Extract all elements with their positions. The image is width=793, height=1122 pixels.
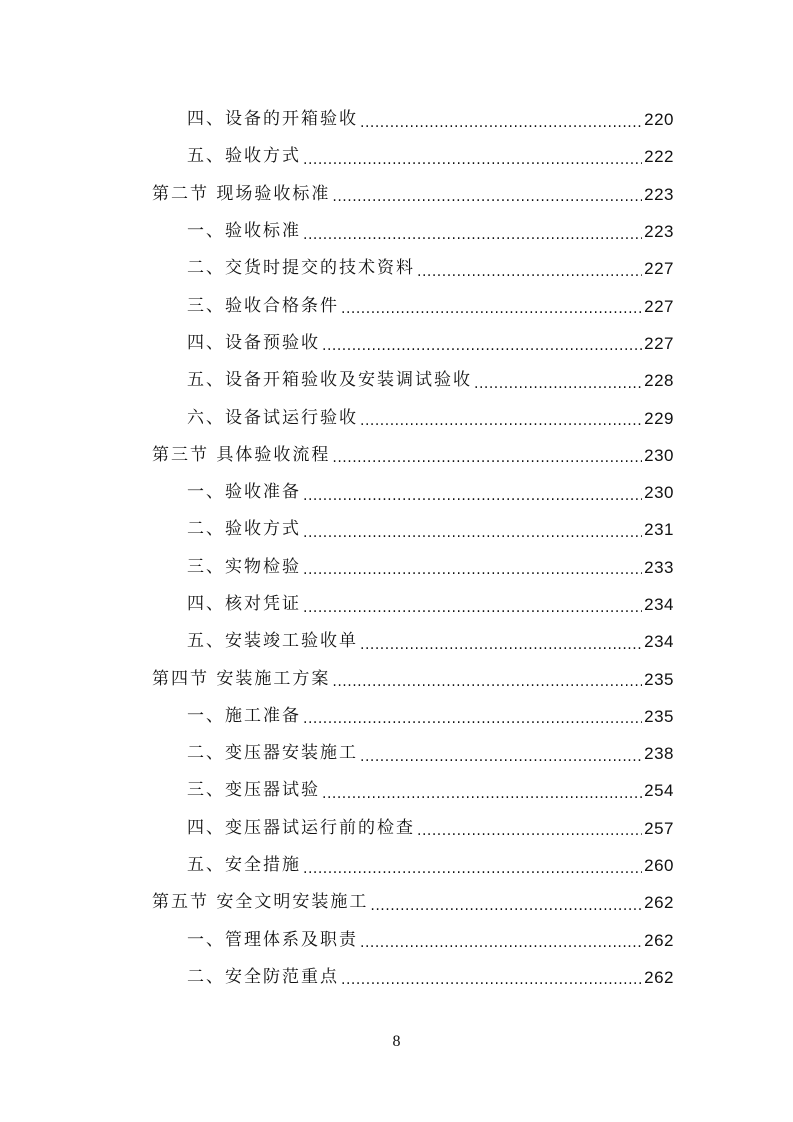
toc-entry-page: 229 <box>644 408 674 428</box>
toc-dot-leader <box>474 377 642 391</box>
toc-dot-leader <box>332 675 642 689</box>
toc-entry-page: 233 <box>644 557 674 577</box>
toc-dot-leader <box>360 414 642 428</box>
toc-entry-page: 223 <box>644 222 674 242</box>
toc-entry[interactable] <box>152 586 674 623</box>
toc-dot-leader <box>370 899 642 913</box>
toc-dot-leader <box>303 563 642 577</box>
toc-dot-leader <box>303 153 642 167</box>
toc-entry-page: 230 <box>644 445 674 465</box>
toc-entry-page: 220 <box>644 110 674 130</box>
toc-entry-page: 262 <box>644 967 674 987</box>
toc-entry[interactable] <box>152 362 674 399</box>
toc-entry[interactable] <box>152 810 674 847</box>
toc-entry[interactable] <box>152 138 674 175</box>
toc-entry-page: 238 <box>644 744 674 764</box>
toc-entry-page: 227 <box>644 259 674 279</box>
toc-entry-page: 227 <box>644 333 674 353</box>
toc-entry-page: 230 <box>644 483 674 503</box>
toc-entry[interactable] <box>152 698 674 735</box>
toc-dot-leader <box>360 638 642 652</box>
toc-dot-leader <box>303 489 642 503</box>
toc-entry-title: 一、验收标准 <box>187 221 301 242</box>
toc-dot-leader <box>303 526 642 540</box>
toc-entry[interactable] <box>152 101 674 138</box>
toc-entry-title: 四、变压器试运行前的检查 <box>187 817 415 838</box>
toc-entry-title: 二、变压器安装施工 <box>187 743 358 764</box>
toc-dot-leader <box>332 190 642 204</box>
toc-entry-page: 235 <box>644 706 674 726</box>
toc-dot-leader <box>303 228 642 242</box>
toc-entry-title: 三、变压器试验 <box>187 780 320 801</box>
toc-entry-title: 第五节 安全文明安装施工 <box>152 892 369 913</box>
toc-section-entry[interactable] <box>152 437 674 474</box>
toc-entry-title: 四、设备预验收 <box>187 332 320 353</box>
toc-entry-title: 一、施工准备 <box>187 705 301 726</box>
page-number: 8 <box>392 1033 401 1050</box>
toc-entry[interactable] <box>152 847 674 884</box>
toc-entry[interactable] <box>152 250 674 287</box>
toc-entry[interactable] <box>152 772 674 809</box>
toc-entry[interactable] <box>152 399 674 436</box>
toc-entry-title: 六、设备试运行验收 <box>187 407 358 428</box>
toc-section-entry[interactable] <box>152 660 674 697</box>
toc-entry-title: 第二节 现场验收标准 <box>152 183 331 204</box>
toc-entry-page: 222 <box>644 147 674 167</box>
toc-entry-title: 五、设备开箱验收及安装调试验收 <box>187 370 472 391</box>
toc-entry-title: 四、设备的开箱验收 <box>187 109 358 130</box>
toc-entry-title: 一、验收准备 <box>187 482 301 503</box>
toc-dot-leader <box>303 601 642 615</box>
toc-entry-title: 三、验收合格条件 <box>187 295 339 316</box>
toc-entry-page: 223 <box>644 184 674 204</box>
toc-dot-leader <box>341 973 642 987</box>
toc-entry[interactable] <box>152 549 674 586</box>
toc-entry[interactable] <box>152 325 674 362</box>
toc-entry-title: 三、实物检验 <box>187 556 301 577</box>
toc-dot-leader <box>417 824 642 838</box>
toc-entry-title: 第四节 安装施工方案 <box>152 668 331 689</box>
toc-entry-page: 254 <box>644 781 674 801</box>
toc-dot-leader <box>341 302 642 316</box>
toc-section-entry[interactable] <box>152 176 674 213</box>
toc-entry-page: 262 <box>644 930 674 950</box>
toc-entry-title: 二、验收方式 <box>187 519 301 540</box>
toc-entry[interactable] <box>152 959 674 996</box>
toc-entry[interactable] <box>152 474 674 511</box>
toc-entry[interactable] <box>152 623 674 660</box>
toc-entry-page: 234 <box>644 595 674 614</box>
table-of-contents <box>152 101 674 996</box>
toc-dot-leader <box>417 265 642 279</box>
toc-entry-page: 228 <box>644 371 674 391</box>
toc-entry[interactable] <box>152 287 674 324</box>
toc-entry-title: 五、安全措施 <box>187 855 301 876</box>
toc-dot-leader <box>360 936 642 950</box>
toc-entry-title: 二、安全防范重点 <box>187 966 339 987</box>
toc-entry-page: 257 <box>644 818 674 838</box>
toc-entry-page: 262 <box>644 893 674 913</box>
toc-entry-page: 235 <box>644 669 674 689</box>
toc-entry[interactable] <box>152 511 674 548</box>
toc-dot-leader <box>332 451 642 465</box>
toc-dot-leader <box>322 787 642 801</box>
toc-entry-title: 一、管理体系及职责 <box>187 929 358 950</box>
toc-entry-title: 四、核对凭证 <box>187 594 301 614</box>
toc-entry-page: 231 <box>644 520 674 540</box>
toc-dot-leader <box>360 116 642 130</box>
toc-dot-leader <box>360 750 642 764</box>
toc-dot-leader <box>322 339 642 353</box>
toc-entry[interactable] <box>152 735 674 772</box>
toc-entry[interactable] <box>152 213 674 250</box>
toc-entry-title: 二、交货时提交的技术资料 <box>187 258 415 279</box>
toc-entry-page: 234 <box>644 632 674 652</box>
toc-entry-page: 227 <box>644 296 674 316</box>
toc-dot-leader <box>303 862 642 876</box>
toc-dot-leader <box>303 712 642 726</box>
toc-section-entry[interactable] <box>152 884 674 921</box>
toc-entry-title: 五、验收方式 <box>187 146 301 167</box>
toc-entry-page: 260 <box>644 856 674 876</box>
toc-entry-title: 第三节 具体验收流程 <box>152 444 331 465</box>
toc-entry-title: 五、安装竣工验收单 <box>187 631 358 652</box>
toc-entry[interactable] <box>152 922 674 959</box>
